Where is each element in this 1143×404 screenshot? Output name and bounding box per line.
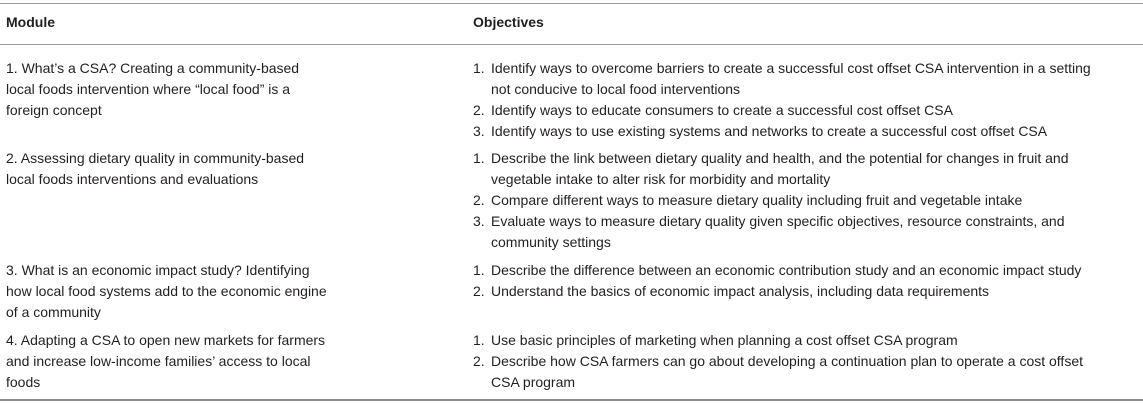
objective-item: [473, 211, 1141, 253]
objective-line: CSA program: [491, 374, 576, 390]
objective-line: Identify ways to use existing systems and networks to create a successful cost offset CSA: [491, 123, 1048, 139]
objective-line: Identify ways to educate consumers to create a successful cost offset CSA: [491, 102, 953, 118]
module-line: 3. What is an economic impact study? Identifying: [6, 262, 310, 278]
objective-number: 2.: [473, 283, 485, 299]
module-line: local foods intervention where “local food” is a: [6, 81, 291, 97]
objective-number: 1.: [473, 332, 485, 348]
module-cell: [6, 148, 378, 190]
table-top-rule: [0, 3, 1143, 4]
objectives-list: [473, 58, 1141, 142]
module-line: 1. What’s a CSA? Creating a community-based: [6, 60, 300, 76]
module-cell: [6, 58, 378, 121]
objective-item: [473, 100, 1141, 121]
objective-item: [473, 330, 1141, 351]
module-line: 4. Adapting a CSA to open new markets for farmers: [6, 332, 326, 348]
objective-number: 2.: [473, 192, 485, 208]
objective-number: 1.: [473, 150, 485, 166]
module-line: foreign concept: [6, 102, 102, 118]
objective-line: not conducive to local food interventions: [491, 81, 741, 97]
module-line: 2. Assessing dietary quality in community-based: [6, 150, 305, 166]
objective-number: 2.: [473, 102, 485, 118]
objective-number: 1.: [473, 60, 485, 76]
objective-line: community settings: [491, 234, 611, 250]
objectives-list: [473, 148, 1141, 253]
module-column-header: Module: [6, 14, 55, 30]
objective-item: [473, 351, 1141, 393]
objective-line: Understand the basics of economic impact analysis, including data requirements: [491, 283, 990, 299]
objective-line: Describe the difference between an economic contribution study and an economic impact study: [491, 262, 1082, 278]
table-bottom-rule: [0, 399, 1143, 401]
objectives-list: [473, 260, 1141, 302]
objective-item: [473, 281, 1141, 302]
module-cell: [6, 260, 378, 323]
objective-number: 3.: [473, 123, 485, 139]
module-line: local foods interventions and evaluations: [6, 171, 259, 187]
objective-line: Describe how CSA farmers can go about developing a continuation plan to operate a cost offset: [491, 353, 1083, 369]
objective-line: Describe the link between dietary quality and health, and the potential for changes in fruit and: [491, 150, 1069, 166]
objective-item: [473, 121, 1141, 142]
objective-number: 1.: [473, 262, 485, 278]
module-line: how local food systems add to the economic engine: [6, 283, 327, 299]
module-line: foods: [6, 374, 41, 390]
objective-item: [473, 58, 1141, 100]
objective-line: Use basic principles of marketing when planning a cost offset CSA program: [491, 332, 958, 348]
module-line: of a community: [6, 304, 101, 320]
objectives-column-header: Objectives: [473, 14, 544, 30]
header-rule: [0, 44, 1143, 45]
objective-number: 3.: [473, 213, 485, 229]
objective-number: 2.: [473, 353, 485, 369]
objective-line: vegetable intake to alter risk for morbidity and mortality: [491, 171, 831, 187]
objective-line: Evaluate ways to measure dietary quality given specific objectives, resource constraints, and: [491, 213, 1065, 229]
objective-item: [473, 190, 1141, 211]
module-cell: [6, 330, 378, 393]
objective-item: [473, 148, 1141, 190]
module-line: and increase low-income families’ access to local: [6, 353, 311, 369]
objective-item: [473, 260, 1141, 281]
objective-line: Compare different ways to measure dietary quality including fruit and vegetable intake: [491, 192, 1023, 208]
objectives-list: [473, 330, 1141, 393]
objective-line: Identify ways to overcome barriers to create a successful cost offset CSA intervention in a setting: [491, 60, 1091, 76]
